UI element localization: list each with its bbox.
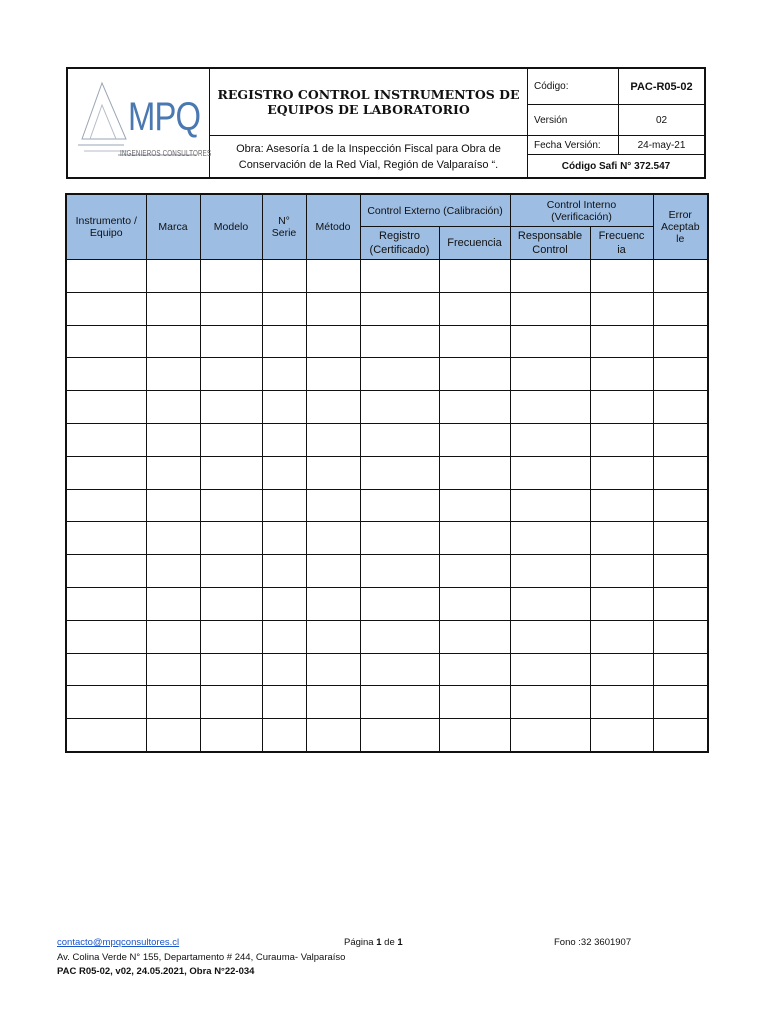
group-control-externo: Control Externo (Calibración) <box>360 194 510 227</box>
table-cell[interactable] <box>66 391 146 424</box>
table-cell[interactable] <box>306 292 360 325</box>
table-cell[interactable] <box>360 587 439 620</box>
group-control-interno-line-2: (Verificación) <box>551 210 612 223</box>
table-cell[interactable] <box>146 522 200 555</box>
obra-description <box>210 135 528 177</box>
table-cell[interactable] <box>146 456 200 489</box>
table-cell[interactable] <box>262 686 306 719</box>
table-cell[interactable] <box>439 686 510 719</box>
table-cell[interactable] <box>510 719 590 752</box>
table-cell[interactable] <box>306 686 360 719</box>
codigo-safi: Código Safi N° 372.547 <box>561 160 671 172</box>
table-cell[interactable] <box>200 686 262 719</box>
table-cell[interactable] <box>439 489 510 522</box>
table-cell[interactable] <box>200 587 262 620</box>
table-cell[interactable] <box>439 423 510 456</box>
table-cell[interactable] <box>360 489 439 522</box>
table-cell[interactable] <box>590 358 653 391</box>
obra-line-1: Obra: Asesoría 1 de la Inspección Fiscal para Obra de <box>236 142 501 155</box>
table-cell[interactable] <box>306 456 360 489</box>
table-row <box>66 522 708 555</box>
table-cell[interactable] <box>146 555 200 588</box>
table-cell[interactable] <box>66 260 146 293</box>
table-cell[interactable] <box>590 260 653 293</box>
table-cell[interactable] <box>200 391 262 424</box>
footer-doc-ref: PAC R05-02, v02, 24.05.2021, Obra N°22-034 <box>57 966 255 977</box>
col-error-line-1: Error <box>668 209 692 221</box>
table-cell[interactable] <box>653 391 708 424</box>
table-cell[interactable] <box>653 719 708 752</box>
table-cell[interactable] <box>306 653 360 686</box>
group-control-interno-line-1: Control Interno <box>546 198 617 211</box>
codigo-row <box>528 69 704 105</box>
table-cell[interactable] <box>66 587 146 620</box>
table-cell[interactable] <box>590 653 653 686</box>
col-registro <box>360 227 439 260</box>
table-cell[interactable] <box>510 653 590 686</box>
table-cell[interactable] <box>306 391 360 424</box>
footer-address: Av. Colina Verde N° 155, Departamento # 244, Curauma- Valparaíso <box>57 952 346 963</box>
codigo-value: PAC-R05-02 <box>630 80 693 93</box>
col-marca: Marca <box>146 194 200 260</box>
col-instrumento: Instrumento / Equipo <box>66 194 146 260</box>
document-header <box>66 67 706 179</box>
table-cell[interactable] <box>439 653 510 686</box>
table-cell[interactable] <box>66 653 146 686</box>
table-cell[interactable] <box>510 686 590 719</box>
table-cell[interactable] <box>653 292 708 325</box>
col-error-line-2: Aceptab <box>661 221 700 233</box>
table-cell[interactable] <box>262 358 306 391</box>
table-cell[interactable] <box>146 620 200 653</box>
table-cell[interactable] <box>360 391 439 424</box>
table-cell[interactable] <box>590 292 653 325</box>
table-cell[interactable] <box>360 522 439 555</box>
fecha-label: Fecha Versión: <box>528 136 619 154</box>
table-cell[interactable] <box>306 358 360 391</box>
version-row <box>528 105 704 136</box>
table-cell[interactable] <box>439 391 510 424</box>
table-cell[interactable] <box>146 719 200 752</box>
table-cell[interactable] <box>439 620 510 653</box>
col-error-line-3: le <box>676 233 685 245</box>
table-cell[interactable] <box>306 719 360 752</box>
table-cell[interactable] <box>262 522 306 555</box>
version-label: Versión <box>528 105 619 135</box>
col-modelo: Modelo <box>200 194 262 260</box>
table-cell[interactable] <box>510 489 590 522</box>
col-frecuencia-interna-line-2: ia <box>617 244 626 256</box>
col-responsable-line-2: Control <box>532 244 568 256</box>
table-cell[interactable] <box>200 423 262 456</box>
table-cell[interactable] <box>306 587 360 620</box>
page-current: 1 <box>376 937 382 948</box>
page-total: 1 <box>397 937 403 948</box>
table-cell[interactable] <box>360 292 439 325</box>
email-link[interactable]: contacto@mpqconsultores.cl <box>57 937 180 948</box>
table-cell[interactable] <box>653 555 708 588</box>
table-cell[interactable] <box>306 555 360 588</box>
table-cell[interactable] <box>653 522 708 555</box>
table-cell[interactable] <box>306 260 360 293</box>
col-frecuencia-interna <box>590 227 653 260</box>
table-cell[interactable] <box>306 489 360 522</box>
table-cell[interactable] <box>262 260 306 293</box>
codigo-label: Código: <box>528 69 619 104</box>
table-row <box>66 620 708 653</box>
table-cell[interactable] <box>66 358 146 391</box>
col-nserie <box>262 194 306 260</box>
table-cell[interactable] <box>590 423 653 456</box>
table-row <box>66 358 708 391</box>
table-cell[interactable] <box>66 489 146 522</box>
table-cell[interactable] <box>439 260 510 293</box>
table-cell[interactable] <box>439 719 510 752</box>
table-cell[interactable] <box>510 555 590 588</box>
col-registro-line-1: Registro <box>379 230 420 242</box>
table-cell[interactable] <box>200 325 262 358</box>
table-cell[interactable] <box>262 292 306 325</box>
table-row <box>66 653 708 686</box>
table-cell[interactable] <box>66 686 146 719</box>
table-cell[interactable] <box>590 555 653 588</box>
table-cell[interactable] <box>200 719 262 752</box>
col-nserie-line-2: Serie <box>271 227 297 239</box>
table-cell[interactable] <box>66 423 146 456</box>
table-row <box>66 719 708 752</box>
table-cell[interactable] <box>66 456 146 489</box>
table-cell[interactable] <box>360 719 439 752</box>
table-cell[interactable] <box>510 522 590 555</box>
table-cell[interactable] <box>510 456 590 489</box>
table-cell[interactable] <box>66 325 146 358</box>
table-cell[interactable] <box>262 620 306 653</box>
registro-table <box>65 193 709 753</box>
table-cell[interactable] <box>146 423 200 456</box>
fecha-value: 24-may-21 <box>637 139 686 151</box>
table-cell[interactable] <box>360 260 439 293</box>
logo-subtitle: INGENIEROS CONSULTORES <box>120 149 212 158</box>
table-cell[interactable] <box>200 653 262 686</box>
table-cell[interactable] <box>360 423 439 456</box>
table-cell[interactable] <box>439 555 510 588</box>
table-cell[interactable] <box>510 587 590 620</box>
col-frecuencia-interna-line-1: Frecuenc <box>598 230 645 242</box>
table-cell[interactable] <box>306 423 360 456</box>
table-cell[interactable] <box>200 555 262 588</box>
col-responsable-line-1: Responsable <box>517 230 583 242</box>
table-row <box>66 325 708 358</box>
table-cell[interactable] <box>200 292 262 325</box>
table-cell[interactable] <box>653 620 708 653</box>
table-cell[interactable] <box>146 489 200 522</box>
table-cell[interactable] <box>262 423 306 456</box>
table-cell[interactable] <box>306 620 360 653</box>
table-cell[interactable] <box>146 325 200 358</box>
document-title <box>210 69 528 135</box>
table-cell[interactable] <box>590 391 653 424</box>
table-cell[interactable] <box>653 358 708 391</box>
title-line-2: EQUIPOS DE LABORATORIO <box>267 102 470 117</box>
table-cell[interactable] <box>510 391 590 424</box>
group-control-interno <box>510 194 653 227</box>
footer-phone: Fono :32 3601907 <box>554 937 632 948</box>
table-cell[interactable] <box>653 489 708 522</box>
table-cell[interactable] <box>262 489 306 522</box>
table-cell[interactable] <box>262 719 306 752</box>
table-cell[interactable] <box>66 555 146 588</box>
col-frecuencia: Frecuencia <box>439 227 510 260</box>
table-cell[interactable] <box>510 260 590 293</box>
table-cell[interactable] <box>146 391 200 424</box>
table-row <box>66 555 708 588</box>
table-cell[interactable] <box>146 358 200 391</box>
table-cell[interactable] <box>200 456 262 489</box>
table-cell[interactable] <box>262 391 306 424</box>
table-cell[interactable] <box>590 620 653 653</box>
table-cell[interactable] <box>262 555 306 588</box>
table-cell[interactable] <box>510 358 590 391</box>
table-cell[interactable] <box>653 686 708 719</box>
table-cell[interactable] <box>510 620 590 653</box>
table-cell[interactable] <box>146 686 200 719</box>
table-row <box>66 292 708 325</box>
fecha-row <box>528 136 704 155</box>
obra-line-2: Conservación de la Red Vial, Región de Valparaíso “. <box>238 158 499 171</box>
table-cell[interactable] <box>200 260 262 293</box>
table-cell[interactable] <box>262 653 306 686</box>
table-cell[interactable] <box>262 587 306 620</box>
table-cell[interactable] <box>360 325 439 358</box>
col-metodo: Método <box>306 194 360 260</box>
table-cell[interactable] <box>146 260 200 293</box>
table-cell[interactable] <box>146 587 200 620</box>
table-row <box>66 456 708 489</box>
table-cell[interactable] <box>439 587 510 620</box>
table-cell[interactable] <box>439 456 510 489</box>
table-cell[interactable] <box>510 325 590 358</box>
footer-email[interactable] <box>57 937 179 949</box>
table-cell[interactable] <box>66 719 146 752</box>
table-cell[interactable] <box>510 292 590 325</box>
table-cell[interactable] <box>262 325 306 358</box>
logo-text: MPQ <box>128 95 201 139</box>
table-cell[interactable] <box>653 260 708 293</box>
table-cell[interactable] <box>653 587 708 620</box>
table-cell[interactable] <box>590 489 653 522</box>
col-registro-line-2: (Certificado) <box>369 244 430 256</box>
table-row <box>66 587 708 620</box>
table-cell[interactable] <box>439 522 510 555</box>
table-row <box>66 423 708 456</box>
table-cell[interactable] <box>439 358 510 391</box>
table-row <box>66 686 708 719</box>
col-nserie-line-1: N° <box>278 215 290 227</box>
page-of: de <box>381 937 398 948</box>
table-cell[interactable] <box>200 489 262 522</box>
version-value: 02 <box>655 114 668 126</box>
table-cell[interactable] <box>590 522 653 555</box>
table-cell[interactable] <box>66 292 146 325</box>
table-cell[interactable] <box>66 522 146 555</box>
logo-cell <box>68 69 210 177</box>
table-cell[interactable] <box>360 653 439 686</box>
table-cell[interactable] <box>200 522 262 555</box>
table-cell[interactable] <box>200 358 262 391</box>
table-cell[interactable] <box>590 686 653 719</box>
col-error-aceptable <box>653 194 708 260</box>
table-cell[interactable] <box>360 686 439 719</box>
page-indicator <box>344 937 403 949</box>
table-cell[interactable] <box>590 587 653 620</box>
table-cell[interactable] <box>439 325 510 358</box>
table-cell[interactable] <box>510 423 590 456</box>
table-cell[interactable] <box>653 325 708 358</box>
title-line-1: REGISTRO CONTROL INSTRUMENTOS DE <box>217 87 520 102</box>
page-prefix: Página <box>344 937 377 948</box>
table-cell[interactable] <box>262 456 306 489</box>
table-row <box>66 391 708 424</box>
table-cell[interactable] <box>66 620 146 653</box>
table-row <box>66 489 708 522</box>
table-cell[interactable] <box>590 325 653 358</box>
table-cell[interactable] <box>360 358 439 391</box>
table-cell[interactable] <box>590 456 653 489</box>
table-cell[interactable] <box>200 620 262 653</box>
table-cell[interactable] <box>306 325 360 358</box>
table-cell[interactable] <box>653 456 708 489</box>
table-cell[interactable] <box>653 423 708 456</box>
table-cell[interactable] <box>146 292 200 325</box>
table-cell[interactable] <box>653 653 708 686</box>
table-row <box>66 260 708 293</box>
registro-body <box>66 260 708 752</box>
table-cell[interactable] <box>439 292 510 325</box>
table-cell[interactable] <box>360 555 439 588</box>
col-responsable <box>510 227 590 260</box>
table-cell[interactable] <box>360 620 439 653</box>
table-cell[interactable] <box>146 653 200 686</box>
table-cell[interactable] <box>306 522 360 555</box>
table-cell[interactable] <box>360 456 439 489</box>
table-cell[interactable] <box>590 719 653 752</box>
